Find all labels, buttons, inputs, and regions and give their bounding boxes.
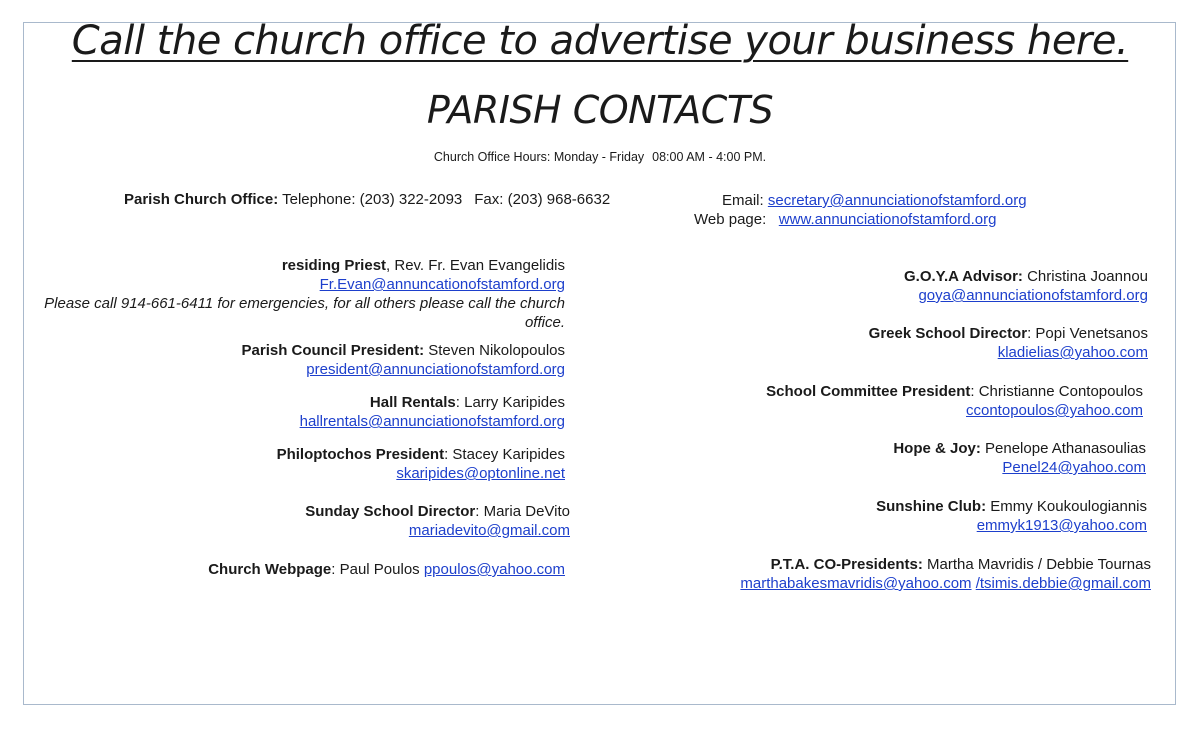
pta-email-link-2[interactable]: /tsimis.debbie@gmail.com [975,575,1151,592]
web-page-link[interactable]: www.annunciationofstamford.org [778,211,997,228]
hall-rentals-entry [300,393,565,431]
pta-email-link-1[interactable]: marthabakesmavridis@yahoo.com [740,575,972,592]
greek-role: Greek School Director [868,325,1028,342]
page-title: PARISH CONTACTS [426,88,774,132]
office-hours [0,150,1200,164]
office-hours-time: 08:00 AM - 4:00 PM. [652,150,767,164]
philoptochos-role: Philoptochos President [276,446,445,463]
office-contact-links [694,191,1027,229]
webpage-name: : Paul Poulos [331,561,424,578]
hope-name: Penelope Athanasoulias [980,440,1146,457]
committee-role: School Committee President [766,383,971,400]
web-label: Web page: [694,211,767,228]
pta-role: P.T.A. CO-Presidents: [770,556,923,573]
school-committee-entry [766,382,1143,420]
pta-entry [740,555,1151,593]
sunday-school-entry [305,502,570,540]
committee-name: : Christianne Contopoulos [970,383,1143,400]
priest-entry [35,256,565,332]
office-label: Parish Church Office: [124,191,279,208]
philoptochos-email-link[interactable]: skaripides@optonline.net [396,465,565,482]
sunshine-name: Emmy Koukoulogiannis [986,498,1147,515]
hope-joy-entry [893,439,1146,477]
hall-email-link[interactable]: hallrentals@annunciationofstamford.org [299,413,565,430]
pta-name: Martha Mavridis / Debbie Tournas [922,556,1151,573]
sunshine-club-entry [876,497,1147,535]
sunshine-role: Sunshine Club: [876,498,987,515]
priest-name: , Rev. Fr. Evan Evangelidis [386,257,565,274]
church-webpage-entry [208,560,565,579]
council-name: Steven Nikolopoulos [424,342,565,359]
philoptochos-name: : Stacey Karipides [444,446,565,463]
greek-school-entry [869,324,1148,362]
office-email-link[interactable]: secretary@annunciationofstamford.org [767,192,1027,209]
sunday-email-link[interactable]: mariadevito@gmail.com [408,522,570,539]
council-role: Parish Council President: [241,342,425,359]
email-label: Email: [722,192,764,209]
goya-name: Christina Joannou [1022,268,1148,285]
sunshine-email-link[interactable]: emmyk1913@yahoo.com [976,517,1147,534]
greek-email-link[interactable]: kladielias@yahoo.com [997,344,1148,361]
office-fax: Fax: (203) 968-6632 [474,191,611,208]
office-telephone: Telephone: (203) 322-2093 [282,191,463,208]
goya-entry [904,267,1148,305]
priest-role: residing Priest [281,257,387,274]
sunday-name: : Maria DeVito [475,503,570,520]
goya-role: G.O.Y.A Advisor: [904,268,1023,285]
goya-email-link[interactable]: goya@annunciationofstamford.org [918,287,1148,304]
philoptochos-entry [277,445,565,483]
greek-name: : Popi Venetsanos [1027,325,1148,342]
webpage-role: Church Webpage [208,561,332,578]
sunday-role: Sunday School Director [305,503,476,520]
emergency-note: Please call 914-661-6411 for emergencies, for all others please call the church office. [44,295,565,331]
council-entry [242,341,565,379]
advertise-banner: Call the church office to advertise your business here. [71,18,1129,64]
parish-office-line [124,191,610,208]
hall-role: Hall Rentals [369,394,456,411]
hall-name: : Larry Karipides [455,394,565,411]
council-email-link[interactable]: president@annunciationofstamford.org [306,361,565,378]
hope-role: Hope & Joy: [893,440,981,457]
webpage-email-link[interactable]: ppoulos@yahoo.com [423,561,565,578]
office-hours-label: Church Office Hours: Monday - Friday [433,150,645,164]
priest-email-link[interactable]: Fr.Evan@annuncationofstamford.org [319,276,565,293]
hope-email-link[interactable]: Penel24@yahoo.com [1002,459,1146,476]
committee-email-link[interactable]: ccontopoulos@yahoo.com [966,402,1143,419]
